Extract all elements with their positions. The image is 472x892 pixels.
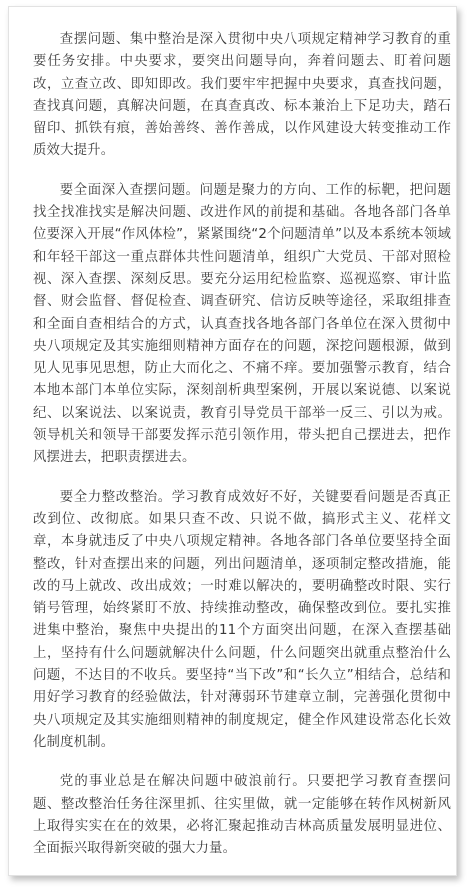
paragraph-2: 要全面深入查摆问题。问题是聚力的方向、工作的标靶，把问题找全找准找实是解决问题、改进作风的前提和基础。各地各部门各单位要深入开展“作风体检”，紧紧围绕“2个问题清单”以及本系统本领域和年轻干部这一重点群体共性问题清单，组织广大党员、干部对照检视、深入查摆、深刻反思。要充分运用纪检监察、巡视巡察、审计监督、财会监督、督促检查、调查研究、信访反映等途径，采取组排查和全面自查相结合的方式，认真查找各地各部门各单位在深入贯彻中央八项规定及其实施细则精神方面存在的问题，深挖问题根源，做到见人见事见思想，防止大而化之、不痛不痒。要加强警示教育，结合本地本部门本单位实际，深刻剖析典型案例，开展以案说德、以案说纪、以案说法、以案说责，教育引导党员干部举一反三、引以为戒。领导机关和领导干部要发挥示范引领作用，带头把自己摆进去，把作风摆进去，把职责摆进去。 — [33, 182, 451, 466]
paragraph-1: 查摆问题、集中整治是深入贯彻中央八项规定精神学习教育的重要任务安排。中央要求，要突出问题导向，奔着问题去、盯着问题改，立查立改、即知即改。我们要牢牢把握中央要求，真查找问题，查找真问题，真解决问题，在真查真改、标本兼治上下足功夫，踏石留印、抓铁有痕，善始善终、善作善成，以作风建设大转变推动工作质效大提升。 — [33, 32, 451, 159]
article-body — [33, 29, 451, 860]
paragraph-4: 党的事业总是在解决问题中破浪前行。只要把学习教育查摆问题、整改整治任务往深里抓、往实里做，就一定能够在转作风树新风上取得实实在在的效果，必将汇聚起推动吉林高质量发展明显进位、全面振兴取得新突破的强大力量。 — [33, 774, 451, 857]
paragraph-3: 要全力整改整治。学习教育成效好不好，关键要看问题是否真正改到位、改彻底。如果只查不改、只说不做，搞形式主义、花样文章，本身就违反了中央八项规定精神。各地各部门各单位要坚持全面整改，针对查摆出来的问题，列出问题清单，逐项制定整改措施，能改的马上就改、改出成效；一时难以解决的，要明确整改时限、实行销号管理，始终紧盯不放、持续推动整改，确保整改到位。要扎实推进集中整治，聚焦中央提出的11个方面突出问题，在深入查摆基础上，坚持有什么问题就解决什么问题，什么问题突出就重点整治什么问题，不达目的不收兵。要坚持“当下改”和“长久立”相结合，总结和用好学习教育的经验做法，针对薄弱环节建章立制，完善强化贯彻中央八项规定及其实施细则精神的制度规定，健全作风建设常态化长效化制度机制。 — [33, 489, 451, 750]
article-card — [8, 6, 457, 876]
paragraph-spacer — [33, 470, 451, 487]
paragraph-spacer — [33, 754, 451, 771]
paragraph-spacer — [33, 163, 451, 180]
